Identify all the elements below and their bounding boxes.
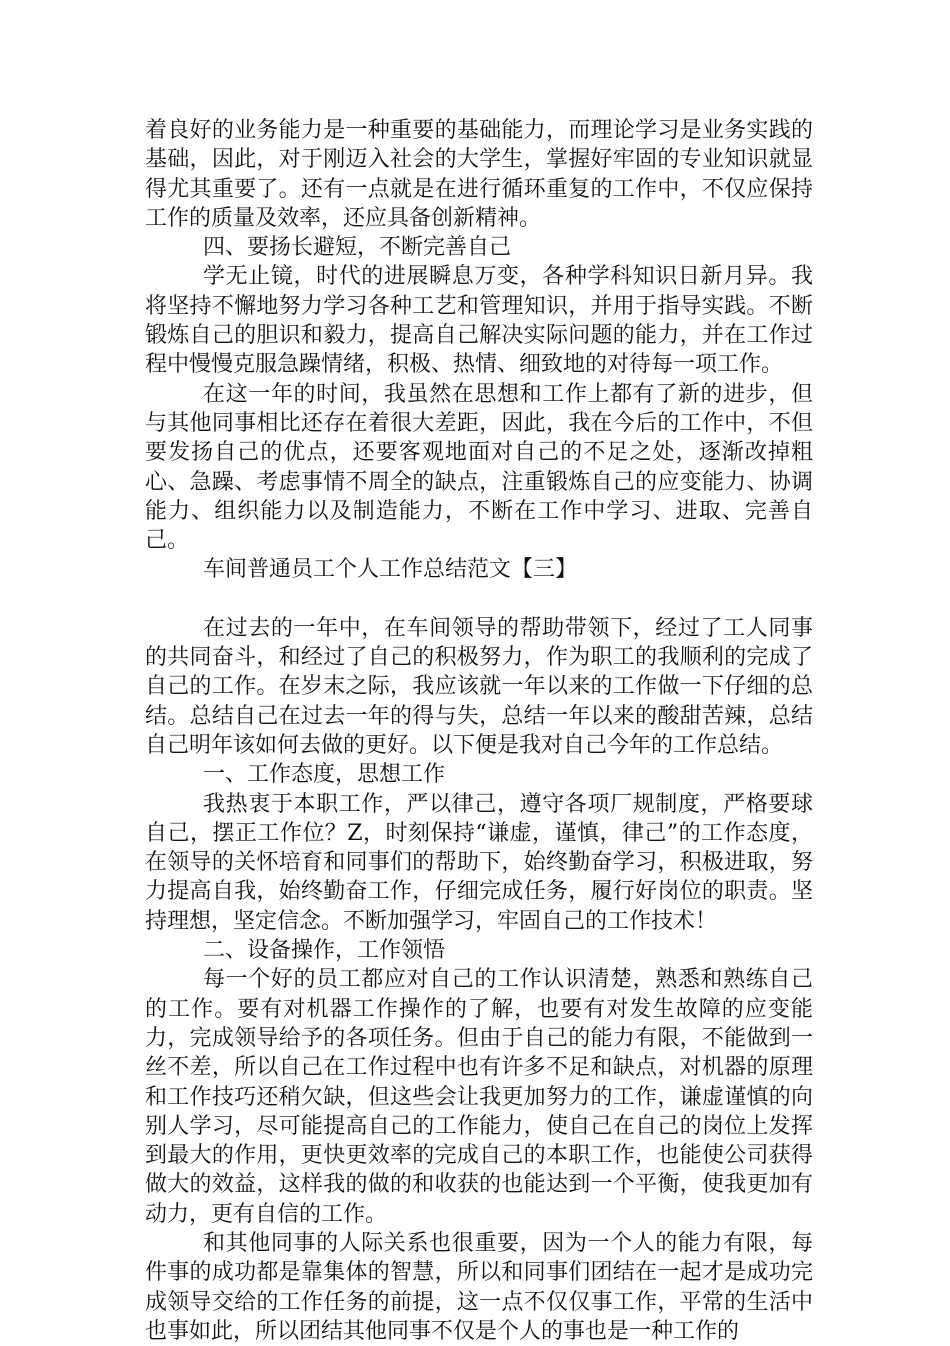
article-title: 车间普通员工个人工作总结范文【三】	[203, 557, 578, 583]
body-paragraph: 和其他同事的人际关系也很重要，因为一个人的能力有限，每件事的成功都是靠集体的智慧，所以和同事们团结在一起才是成功完成领导交给的工作任务的前提，这一点不仅仅事工作，平常的生活中也事如此，所以团结其他同事不仅是个人的事也是一种工作的	[145, 1230, 813, 1344]
body-paragraph: 在这一年的时间，我虽然在思想和工作上都有了新的进步，但与其他同事相比还存在着很大差距，因此，我在今后的工作中，不但要发扬自己的优点，还要客观地面对自己的不足之处，逐渐改掉粗心、急躁、考虑事情不周全的缺点，注重锻炼自己的应变能力、协调能力、组织能力以及制造能力，不断在工作中学习、进取、完善自己。	[145, 381, 813, 554]
body-paragraph: 我热衷于本职工作，严以律己，遵守各项厂规制度，严格要球自己，摆正工作位？Z，时刻保持“谦虚，谨慎，律己”的工作态度，在领导的关怀培育和同事们的帮助下，始终勤奋学习，积极进取，努力提高自我，始终勤奋工作，仔细完成任务，履行好岗位的职责。坚持理想，坚定信念。不断加强学习，牢固自己的工作技术！	[145, 791, 813, 934]
body-paragraph: 在过去的一年中，在车间领导的帮助带领下，经过了工人同事的共同奋斗，和经过了自己的积极努力，作为职工的我顺利的完成了自己的工作。在岁末之际，我应该就一年以来的工作做一下仔细的总结。总结自己在过去一年的得与失，总结一年以来的酸甜苦辣，总结自己明年该如何去做的更好。以下便是我对自己今年的工作总结。	[145, 615, 813, 758]
blank-line	[145, 585, 813, 614]
section-heading-1: 一、工作态度，思想工作	[203, 762, 446, 788]
body-paragraph: 学无止镜，时代的进展瞬息万变，各种学科知识日新月异。我将坚持不懈地努力学习各种工艺和管理知识，并用于指导实践。不断锻炼自己的胆识和毅力，提高自己解决实际问题的能力，并在工作过程中慢慢克服急躁情绪，积极、热情、细致地的对待每一项工作。	[145, 264, 813, 378]
section-heading-4: 四、要扬长避短，不断完善自己	[203, 235, 512, 261]
section-heading-2: 二、设备操作，工作领悟	[203, 938, 446, 964]
body-paragraph: 每一个好的员工都应对自己的工作认识清楚，熟悉和熟练自己的工作。要有对机器工作操作的了解，也要有对发生故障的应变能力，完成领导给予的各项任务。但由于自己的能力有限，不能做到一丝不差，所以自己在工作过程中也有许多不足和缺点，对机器的原理和工作技巧还稍欠缺，但这些会让我更加努力的工作，谦虚谨慎的向别人学习，尽可能提高自己的工作能力，使自己在自己的岗位上发挥到最大的作用，更快更效率的完成自己的本职工作，也能使公司获得做大的效益，这样我的做的和收获的也能达到一个平衡，使我更加有动力，更有自信的工作。	[145, 967, 813, 1227]
document-page	[145, 116, 813, 1346]
body-paragraph: 着良好的业务能力是一种重要的基础能力，而理论学习是业务实践的基础，因此，对于刚迈入社会的大学生，掌握好牢固的专业知识就显得尤其重要了。还有一点就是在进行循环重复的工作中，不仅应保持工作的质量及效率，还应具备创新精神。	[145, 118, 813, 231]
